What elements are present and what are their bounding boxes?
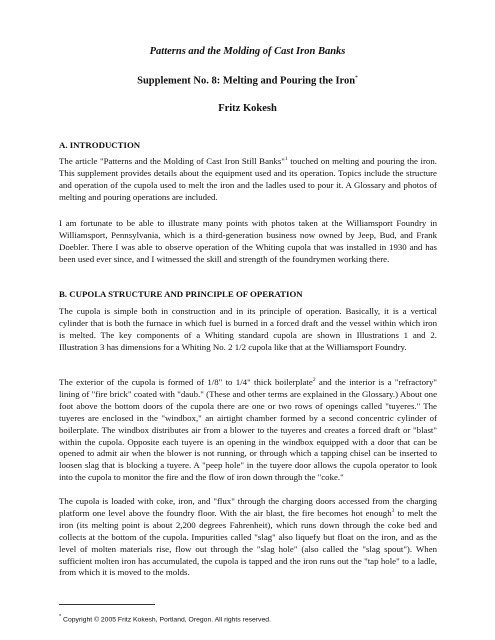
p4-text-a: The exterior of the cupola is formed of 1/8" to 1/4" thick boilerplate <box>59 377 313 387</box>
p5-text-b: to melt the iron (its melting point is about 2,200 degrees Fahrenheit), which runs down through the coke bed and collects at the bottom of the cupola. Impurities called "slag" also liquefy but float on the iron, and as the level of molten materials rise, flow out through the "slag hole" (also called the "slag spout"). When sufficient molten iron has accumulated, the cupola is tapped and the iron runs out the "tap hole" to a ladle, from which it is moved to the molds. <box>59 507 437 578</box>
footnote-ref-3: 3 <box>391 507 395 514</box>
footnote-mark: * <box>59 614 62 620</box>
subtitle-footnote-mark: * <box>355 75 358 81</box>
footnote <box>59 614 271 623</box>
p1-text-a: The article "Patterns and the Molding of Cast Iron Still Banks" <box>59 156 285 166</box>
p5-text-a: The cupola is loaded with coke, iron, and "flux" through the charging doors accessed from the charging platform one level above the foundry floor. With the air blast, the fire becomes hot enough <box>59 496 437 518</box>
paragraph-1 <box>59 156 437 204</box>
paragraph-4 <box>59 377 437 484</box>
paragraph-3: The cupola is simple both in construction and in its principle of operation. Basically, it is a vertical cylinder that is both the furnace in which fuel is burned in a forced draft and the vessel within which iron is melted. The key components of a Whiting standard cupola are shown in Illustrations 1 and 2. Illustration 3 has dimensions for a Whiting No. 2 1/2 cupola like that at the Williamsport Foundry. <box>59 306 437 352</box>
p4-text-b: and the interior is a "refractory" lining of "fire brick" coated with "daub." (These and other terms are explained in the Glossary.) About one foot above the bottom doors of the cupola there are one or two rows of openings called "tuyeres." The tuyeres are enclosed in the "windbox," an airtight chamber formed by a second concentric cylinder of boilerplate. The windbox distributes air from a blower to the tuyeres and creates a forced draft or "blast" within the cupola. Opposite each tuyere is an opening in the windbox equipped with a door that can be opened to admit air when the blower is not running, or through which a tapping chisel can be inserted to loosen slag that is blocking a tuyere. A "peep hole" in the tuyere door allows the cupola operator to look into the cupola to monitor the fire and the flow of iron down through the "coke." <box>59 377 437 483</box>
p1-text-b: touched on melting and pouring the iron. This supplement provides details about the equipment used and its operation. Topics include the structure and operation of the cupola used to melt the iron and the ladles used to pour it. A Glossary and photos of melting and pouring operations are included. <box>59 156 437 202</box>
paragraph-2: I am fortunate to be able to illustrate many points with photos taken at the Williamsport Foundry in Williamsport, Pennsylvania, which is a third-generation business now owned by Jeep, Bud, and Frank Doebler. There I was able to observe operation of the Whiting cupola that was installed in 1930 and has been used ever since, and I witnessed the skill and strength of the foundrymen working there. <box>59 218 437 264</box>
author-name: Fritz Kokesh <box>218 103 277 114</box>
section-heading-b: B. CUPOLA STRUCTURE AND PRINCIPLE OF OPERATION <box>59 289 303 299</box>
section-heading-a: A. INTRODUCTION <box>59 140 141 150</box>
footnote-ref-1: 1 <box>284 156 288 163</box>
footnote-ref-2: 2 <box>312 377 316 384</box>
document-title: Patterns and the Molding of Cast Iron Banks <box>149 46 346 57</box>
footnote-divider <box>59 604 155 605</box>
footnote-text: Copyright © 2005 Fritz Kokesh, Portland, Oregon. All rights reserved. <box>61 616 271 624</box>
subtitle-text: Supplement No. 8: Melting and Pouring the Iron <box>137 75 356 87</box>
paragraph-5 <box>59 496 437 579</box>
document-subtitle <box>0 75 495 87</box>
